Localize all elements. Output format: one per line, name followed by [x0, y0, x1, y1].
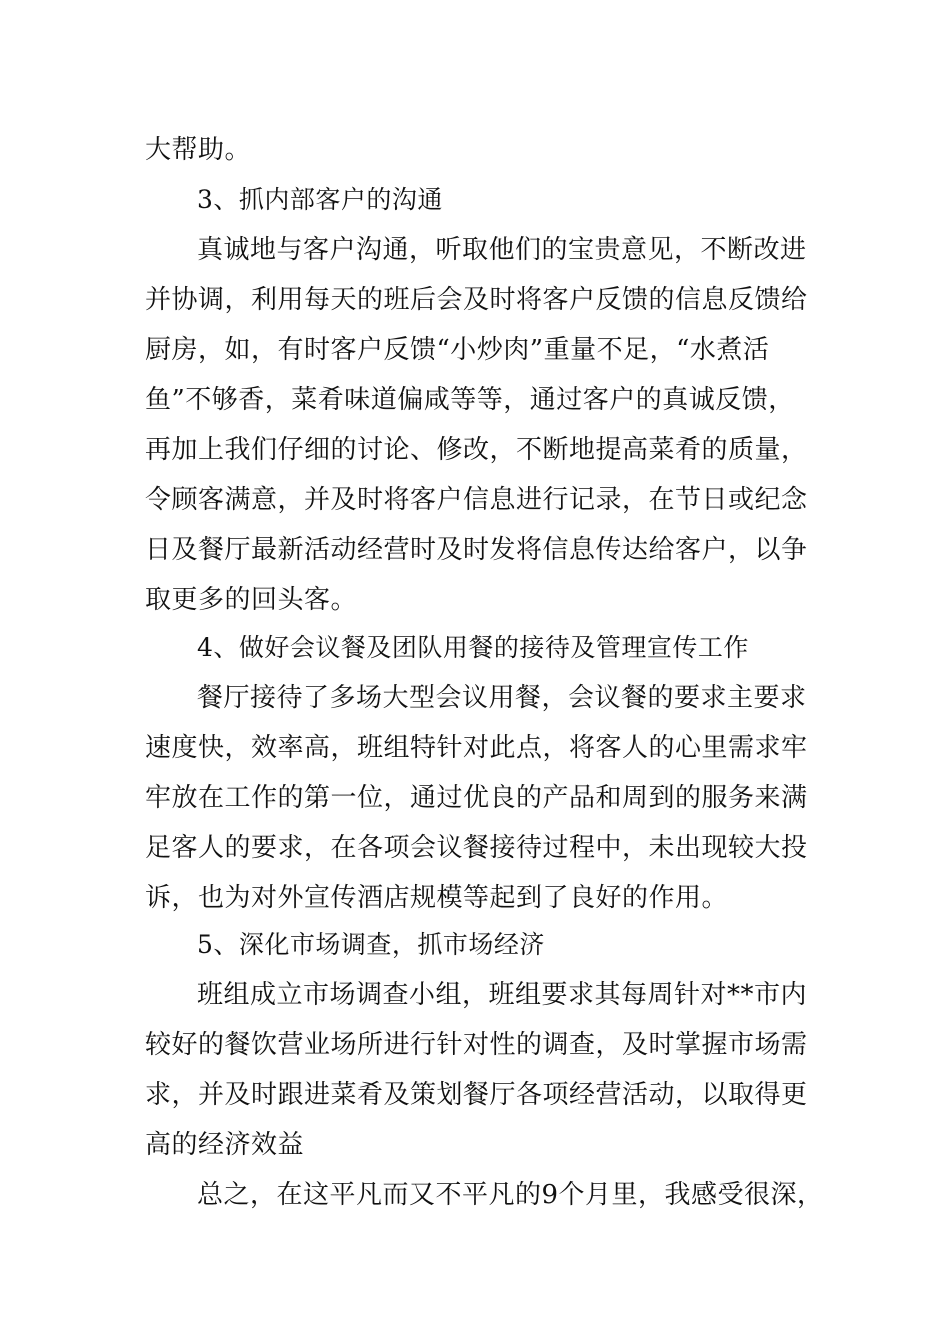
paragraph-line: 大帮助。 — [145, 135, 252, 165]
paragraph-line: 取更多的回头客。 — [145, 585, 358, 615]
paragraph-line: 餐厅接待了多场大型会议用餐，会议餐的要求主要求 — [197, 683, 807, 713]
paragraph-line: 速度快，效率高，班组特针对此点，将客人的心里需求牢 — [145, 733, 808, 763]
paragraph-line: 令顾客满意，并及时将客户信息进行记录，在节日或纪念 — [145, 485, 808, 515]
paragraph-line: 日及餐厅最新活动经营时及时发将信息传达给客户，以争 — [145, 535, 808, 565]
paragraph-line: 诉，也为对外宣传酒店规模等起到了良好的作用。 — [145, 883, 729, 913]
paragraph-line: 真诚地与客户沟通，听取他们的宝贵意见，不断改进 — [197, 235, 807, 265]
section-heading: 5、深化市场调查，抓市场经济 — [197, 930, 545, 959]
paragraph-line: 总之，在这平凡而又不平凡的9个月里，我感受很深， — [197, 1180, 824, 1210]
paragraph-line: 牢放在工作的第一位，通过优良的产品和周到的服务来满 — [145, 783, 808, 813]
section-heading: 3、抓内部客户的沟通 — [197, 185, 443, 214]
section-heading: 4、做好会议餐及团队用餐的接待及管理宣传工作 — [197, 633, 749, 662]
paragraph-line: 再加上我们仔细的讨论、修改，不断地提高菜肴的质量， — [145, 435, 808, 465]
paragraph-line: 求，并及时跟进菜肴及策划餐厅各项经营活动，以取得更 — [145, 1080, 808, 1110]
paragraph-line: 鱼”不够香，菜肴味道偏咸等等，通过客户的真诚反馈， — [145, 385, 795, 415]
paragraph-line: 并协调，利用每天的班后会及时将客户反馈的信息反馈给 — [145, 285, 808, 315]
paragraph-line: 厨房，如，有时客户反馈“小炒肉”重量不足，“水煮活 — [145, 335, 770, 365]
paragraph-line: 较好的餐饮营业场所进行针对性的调查，及时掌握市场需 — [145, 1030, 808, 1060]
paragraph-line: 高的经济效益 — [145, 1130, 305, 1160]
paragraph-line: 班组成立市场调查小组，班组要求其每周针对**市内 — [197, 980, 808, 1010]
paragraph-line: 足客人的要求，在各项会议餐接待过程中，未出现较大投 — [145, 833, 808, 863]
